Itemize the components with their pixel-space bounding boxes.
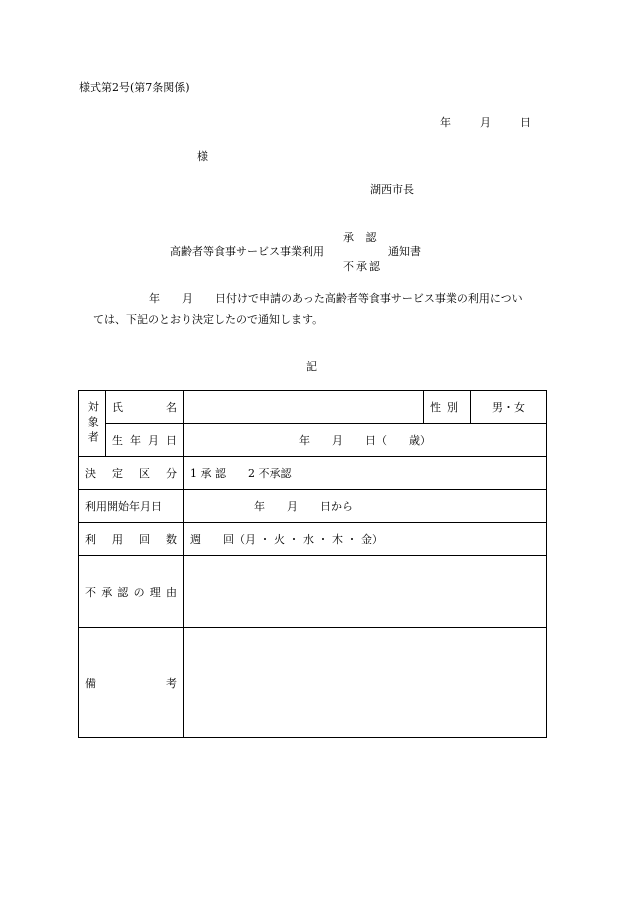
name-value[interactable] (184, 391, 424, 424)
decision-table (78, 390, 547, 738)
name-label: 氏 名 (106, 391, 184, 424)
reason-value[interactable] (184, 556, 547, 628)
title-approve: 承 認 (343, 231, 381, 244)
body-text-line1: 年 月 日付けで申請のあった高齢者等食事サービス事業の利用につい (149, 292, 523, 305)
start-date-label: 利用開始年月日 (79, 490, 184, 523)
ki-heading: 記 (306, 360, 317, 373)
usage-count-label: 利 用 回 数 (79, 523, 184, 556)
reason-label: 不 承 認 の 理 由 (79, 556, 184, 628)
title-suffix: 通知書 (388, 245, 421, 258)
decision-label: 決 定 区 分 (79, 457, 184, 490)
date-day: 日 (520, 116, 531, 129)
title-disapprove: 不承認 (343, 260, 382, 273)
addressee-suffix: 様 (197, 150, 208, 163)
usage-count-value[interactable]: 週 回（月 ・ 火 ・ 水 ・ 木 ・ 金） (184, 523, 547, 556)
decision-value[interactable]: 1 承 認 2 不承認 (184, 457, 547, 490)
date-month: 月 (480, 116, 491, 129)
birth-value[interactable]: 年 月 日（ 歳） (184, 424, 547, 457)
birth-label: 生 年 月 日 (106, 424, 184, 457)
form-number: 様式第2号(第7条関係) (79, 81, 190, 94)
remarks-label: 備 考 (79, 628, 184, 738)
body-text-line2: ては、下記のとおり決定したので通知します。 (93, 313, 324, 326)
gender-label: 性別 (424, 391, 471, 424)
issue-date (440, 117, 531, 128)
target-label: 対象者 (79, 391, 106, 457)
issuer-name: 湖西市長 (370, 183, 414, 196)
document-title: 高齢者等食事サービス事業利用 (170, 245, 324, 258)
remarks-value[interactable] (184, 628, 547, 738)
start-date-value[interactable]: 年 月 日から (184, 490, 547, 523)
date-year: 年 (440, 116, 451, 129)
gender-value[interactable]: 男・女 (471, 391, 547, 424)
